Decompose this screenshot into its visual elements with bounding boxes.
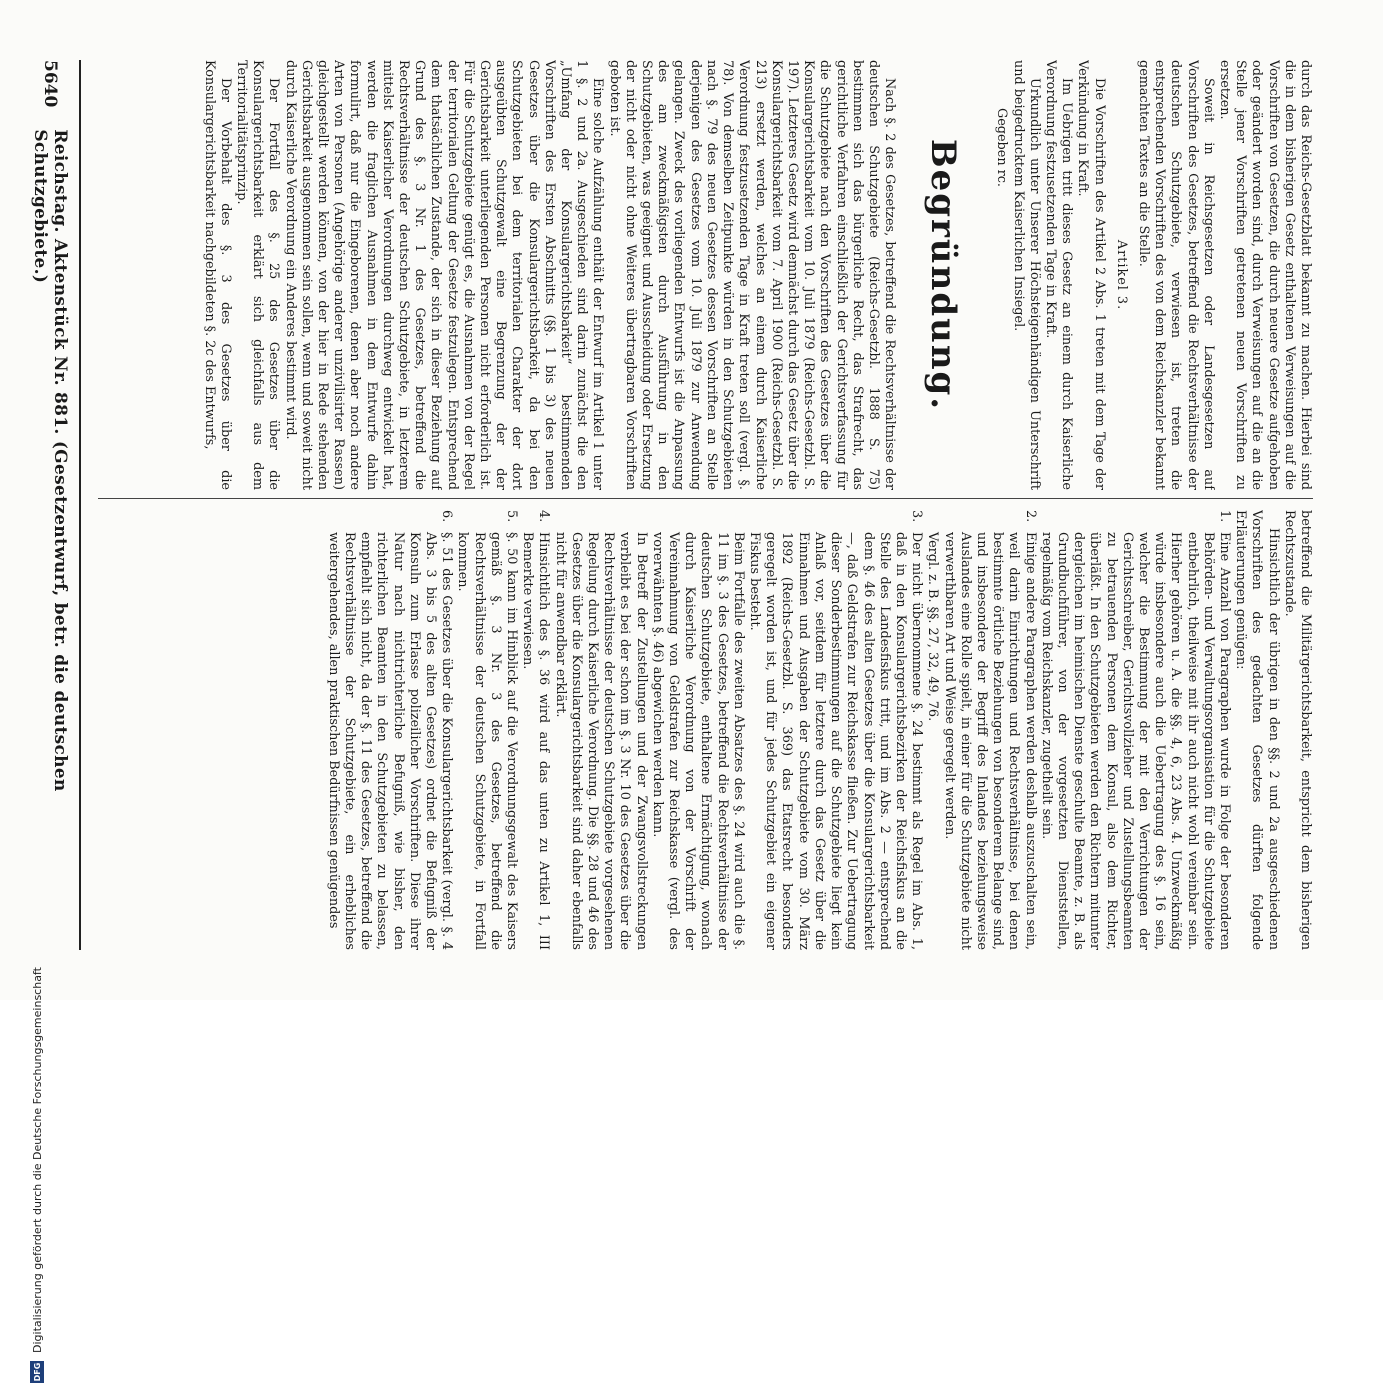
- right-lead-paragraph: Hinsichtlich der übrigen in den §§. 2 und 2a ausgeschiedenen Vorschriften des gedachten Gesetzes dürften folgende Erläuterungen genügen:: [1233, 510, 1281, 950]
- list-item: [924, 510, 940, 950]
- list-item-number: 3.: [909, 510, 925, 523]
- list-item-text: Einige andere Paragraphen werden deshalb auszuschalten sein, weil darin Einrichtungen und Rechtsverhältnisse, bei denen bestimmte örtliche Beziehungen von besonderem Belange sind, und insbesondere der Begriff des Inlandes beziehungsweise Auslandes eine Rolle spielt, in einer für die Schutzgebiete nicht verwerthbaren Art und Weise geregelt werden.: [941, 532, 1038, 950]
- list-item-text: Hinsichtlich des §. 36 wird auf das unten zu Artikel 1, III Bemerkte verwiesen.: [520, 532, 552, 950]
- article-paragraph-1: Die Vorschriften des Artikel 2 Abs. 1 treten mit dem Tage der Verkündung in Kraft.: [1075, 60, 1107, 490]
- list-item-number: 2.: [1022, 510, 1038, 523]
- dfg-logo: DFG: [30, 1361, 44, 1383]
- left-column: [95, 60, 1313, 490]
- body-paragraph-4: Der Vorbehalt des §. 3 des Gesetzes über die Konsulargerichtsbarkeit nachgebildeten §. 2c des Entwurfs,: [201, 60, 233, 490]
- right-column: [95, 510, 1313, 950]
- digitization-credit: Digitalisierung gefördert durch die Deutsche Forschungsgemeinschaft: [31, 967, 44, 1353]
- list-item-text: §. 50 kann im Hinblick auf die Verordnungsgewalt des Kaisers gemäß §. 3 Nr. 3 des Gesetzes, betreffend die Rechtsverhältnisse der deutschen Schutzgebiete, in Fortfall kommen.: [455, 532, 520, 950]
- body-paragraph-1: Nach §. 2 des Gesetzes, betreffend die Rechtsverhältnisse der deutschen Schutzgebiete (Reichs-Gesetzbl. 1888 S. 75) bestimmen sich das bürgerliche Recht, das Strafrecht, das gerichtliche Verfahren einschließlich der Gerichtsverfassung für die Schutzgebiete nach den Vorschriften des Gesetzes über die Konsulargerichtsbarkeit vom 10. Juli 1879 (Reichs-Gesetzbl. S. 197). Letzteres Gesetz wird demnächst durch das Gesetz über die Konsulargerichtsbarkeit vom 7. April 1900 (Reichs-Gesetzbl. S. 213) ersetzt werden, welches an einem durch Kaiserliche Verordnung festzusetzenden Tage in Kraft treten soll (vergl. §. 78). Von demselben Zeitpunkte würden in den Schutzgebieten nach §. 79 des neuen Gesetzes dessen Vorschriften an Stelle derjenigen des Gesetzes vom 10. Juli 1879 zur Anwendung gelangen. Zweck des vorliegenden Entwurfs ist die Anpassung des am zweckmäßigsten durch Ausführung in den Schutzgebieten, was geeignet und Ausscheidung oder Ersetzung der nicht oder nicht ohne Weiteres übertragbaren Vorschriften geboten ist.: [606, 60, 898, 490]
- list-item-number: [551, 510, 648, 526]
- header-rule: [79, 60, 81, 950]
- list-item-text: In Betreff der Zustellungen und der Zwangsvollstreckungen verbleibt es bei der schon im §. 3 Nr. 10 des Gesetzes über die Rechtsverhältnisse der deutschen Schutzgebiete vorgesehenen Regelung durch Kaiserliche Verordnung. Die §§. 28 und 46 des Gesetzes über die Konsulargerichtsbarkeit sind daher ebenfalls nicht für anwendbar erklärt.: [552, 532, 649, 950]
- list-item-text: Der nicht übernommene §. 24 bestimmt als Regel im Abs. 1, daß in den Konsulargerichtsbezirken der Reichsfiskus an die Stelle des Landesfiskus tritt, und im Abs. 2 — entsprechend dem §. 46 des alten Gesetzes über die Konsulargerichtsbarkeit —, daß Geldstrafen zur Reichskasse fließen. Zur Uebertragung dieser Sonderbestimmungen auf die Schutzgebiete liegt kein Anlaß vor, seitdem für letztere durch das Gesetz über die Einnahmen und Ausgaben der Schutzgebiete vom 30. März 1892 (Reichs-Gesetzbl. S. 369) das Etatsrecht besonders geregelt worden ist, und für jedes Schutzgebiet ein eigener Fiskus besteht.: [747, 532, 925, 950]
- article-paragraph-3: Urkundlich unter Unserer Höchsteigenhändigen Unterschrift und beigedrucktem Kaiserlichen Insiegel.: [1010, 60, 1042, 490]
- column-divider: [98, 498, 1313, 499]
- list-item: [325, 510, 455, 950]
- list-item: [649, 510, 746, 950]
- list-item-text: Beim Fortfalle des zweiten Absatzes des §. 24 wird auch die §. 11 im §. 3 des Gesetzes, betreffend die Rechtsverhältnisse der deutschen Schutzgebiete, enthaltene Ermächtigung, wonach durch Kaiserliche Verordnung von der Vorschrift der Vereinnahmung von Geldstrafen zur Reichskasse (vergl. des vorerwähnten §. 46) abgewichen werden kann.: [649, 532, 746, 950]
- list-item: [454, 510, 519, 950]
- list-item: [551, 510, 648, 950]
- section-heading: Begründung.: [923, 138, 964, 412]
- given-line: Gegeben rc.: [994, 108, 1010, 187]
- right-intro-paragraph: betreffend die Militärgerichtsbarkeit, entspricht dem bisherigen Rechtszustande.: [1281, 510, 1313, 950]
- body-paragraph-2: Eine solche Aufzählung enthält der Entwurf im Artikel 1 unter 1 §. 2 und 2a. Ausgeschieden sind darin zunächst die den „Umfang der Konsulargerichtsbarkeit“ bestimmenden Vorschriften des Ersten Abschnitts (§§. 1 bis 3) des neuen Gesetzes über die Konsulargerichtsbarkeit, da bei den Schutzgebieten bei dem territorialen Charakter der dort ausgeübten Schutzgewalt eine Begrenzung der der Gerichtsbarkeit unterliegenden Personen nicht erforderlich ist. Für die Schutzgebiete genügt es, die Ausnahmen von der Regel der territorialen Geltung der Gesetze festzulegen. Entsprechend dem thatsächlichen Zustande, der sich in dieser Beziehung auf Grund des §. 3 Nr. 1 des Gesetzes, betreffend die Rechtsverhältnisse der deutschen Schutzgebiete, in letzterem mittelst Kaiserlicher Verordnungen durchweg entwickelt hat, werden die fraglichen Ausnahmen in dem Entwurfe dahin formulirt, daß nur die Eingeborenen, denen aber noch andere Arten von Personen (Angehörige anderer unzivilisirter Rassen) gleichgestellt werden können, von der hier in Rede stehenden Gerichtsbarkeit ausgenommen sein sollen, wenn und soweit nicht durch Kaiserliche Verordnung ein Anderes bestimmt wird.: [282, 60, 606, 490]
- running-title: Reichstag. Aktenstück Nr. 881. (Gesetzentwurf, betr. die deutschen Schutzgebiete.): [30, 129, 70, 792]
- list-item-number: [924, 510, 940, 526]
- list-item-number: 6.: [439, 510, 455, 523]
- list-item-text: Eine Anzahl von Paragraphen wurde in Folge der besonderen Behörden- und Verwaltungsorganisation für die Schutzgebiete entbehrlich, theilweise mit ihr auch nicht wohl vereinbar sein. Hierher gehören u. A. die §§. 4, 6, 23 Abs. 4. Unzweckmäßig würde insbesondere auch die Uebertragung des §. 16 sein, welcher die Bestimmung der mit den Verrichtungen der Gerichtsschreiber, Gerichtsvollzieher und Zustellungsbeamten zu betrauenden Personen dem Konsul, also dem Richter, überläßt. In den Schutzgebieten werden den Richtern mitunter dergleichen im heimischen Dienste geschulte Beamte, z. B. als Grundbuchführer, von der vorgesetzten Dienststellen, regelmäßig vom Reichskanzler, zugetheilt sein.: [1038, 532, 1232, 950]
- list-item-number: [649, 510, 746, 526]
- list-item-number: 1.: [1216, 510, 1232, 523]
- list-item-number: 5.: [504, 510, 520, 523]
- article-title: Artikel 3.: [1113, 239, 1129, 311]
- list-item: [940, 510, 1037, 950]
- list-item: [746, 510, 924, 950]
- list-item: [1038, 510, 1232, 950]
- list-item-text: §. 51 des Gesetzes über die Konsulargerichtsbarkeit (vergl. §. 4 Abs. 3 bis 5 des alten Gesetzes) ordnet die Befugniß der Konsuln zum Erlasse polizeilicher Vorschriften. Diese ihrer Natur nach nichtrichterliche Befugniß, wie bisher, den richterlichen Beamten in den Schutzgebieten zu belassen, empfiehlt sich nicht, da der §. 11 des Gesetzes, betreffend die Rechtsverhältnisse der Schutzgebiete, ein erhebliches weitergehendes, allen praktischen Bedürfnissen genügendes: [325, 532, 455, 950]
- list-item-text: Vergl. z. B. §§. 27, 32, 49, 76.: [925, 532, 941, 722]
- intro-paragraph-1: durch das Reichs-Gesetzblatt bekannt zu machen. Hierbei sind die in dem bisherigen Gesetz enthaltenen Verweisungen auf die Vorschriften von Gesetzen, die durch neuere Gesetze aufgehoben oder geändert worden sind, durch Verweisungen auf die an die Stelle jener Vorschriften getretenen neuen Vorschriften zu ersetzen.: [1216, 60, 1313, 490]
- body-paragraph-3: Der Fortfall des §. 25 des Gesetzes über die Konsulargerichtsbarkeit erklärt sich gleichfalls aus dem Territorialitätsprinzip.: [234, 60, 282, 490]
- page-number: 5640: [40, 60, 60, 108]
- list-item: [519, 510, 551, 950]
- article-paragraph-2: Im Uebrigen tritt dieses Gesetz an einem durch Kaiserliche Verordnung festzusetzenden Tage in Kraft.: [1042, 60, 1075, 490]
- list-item-number: 4.: [536, 510, 552, 523]
- intro-paragraph-2: Soweit in Reichsgesetzen oder Landesgesetzen auf Vorschriften des Gesetzes, betreffend die Rechtsverhältnisse der deutschen Schutzgebiete, verwiesen ist, treten die entsprechenden Vorschriften des von dem Reichskanzler bekannt gemachten Textes an die Stelle.: [1135, 60, 1216, 490]
- digitization-credit-bar: [28, 383, 48, 1383]
